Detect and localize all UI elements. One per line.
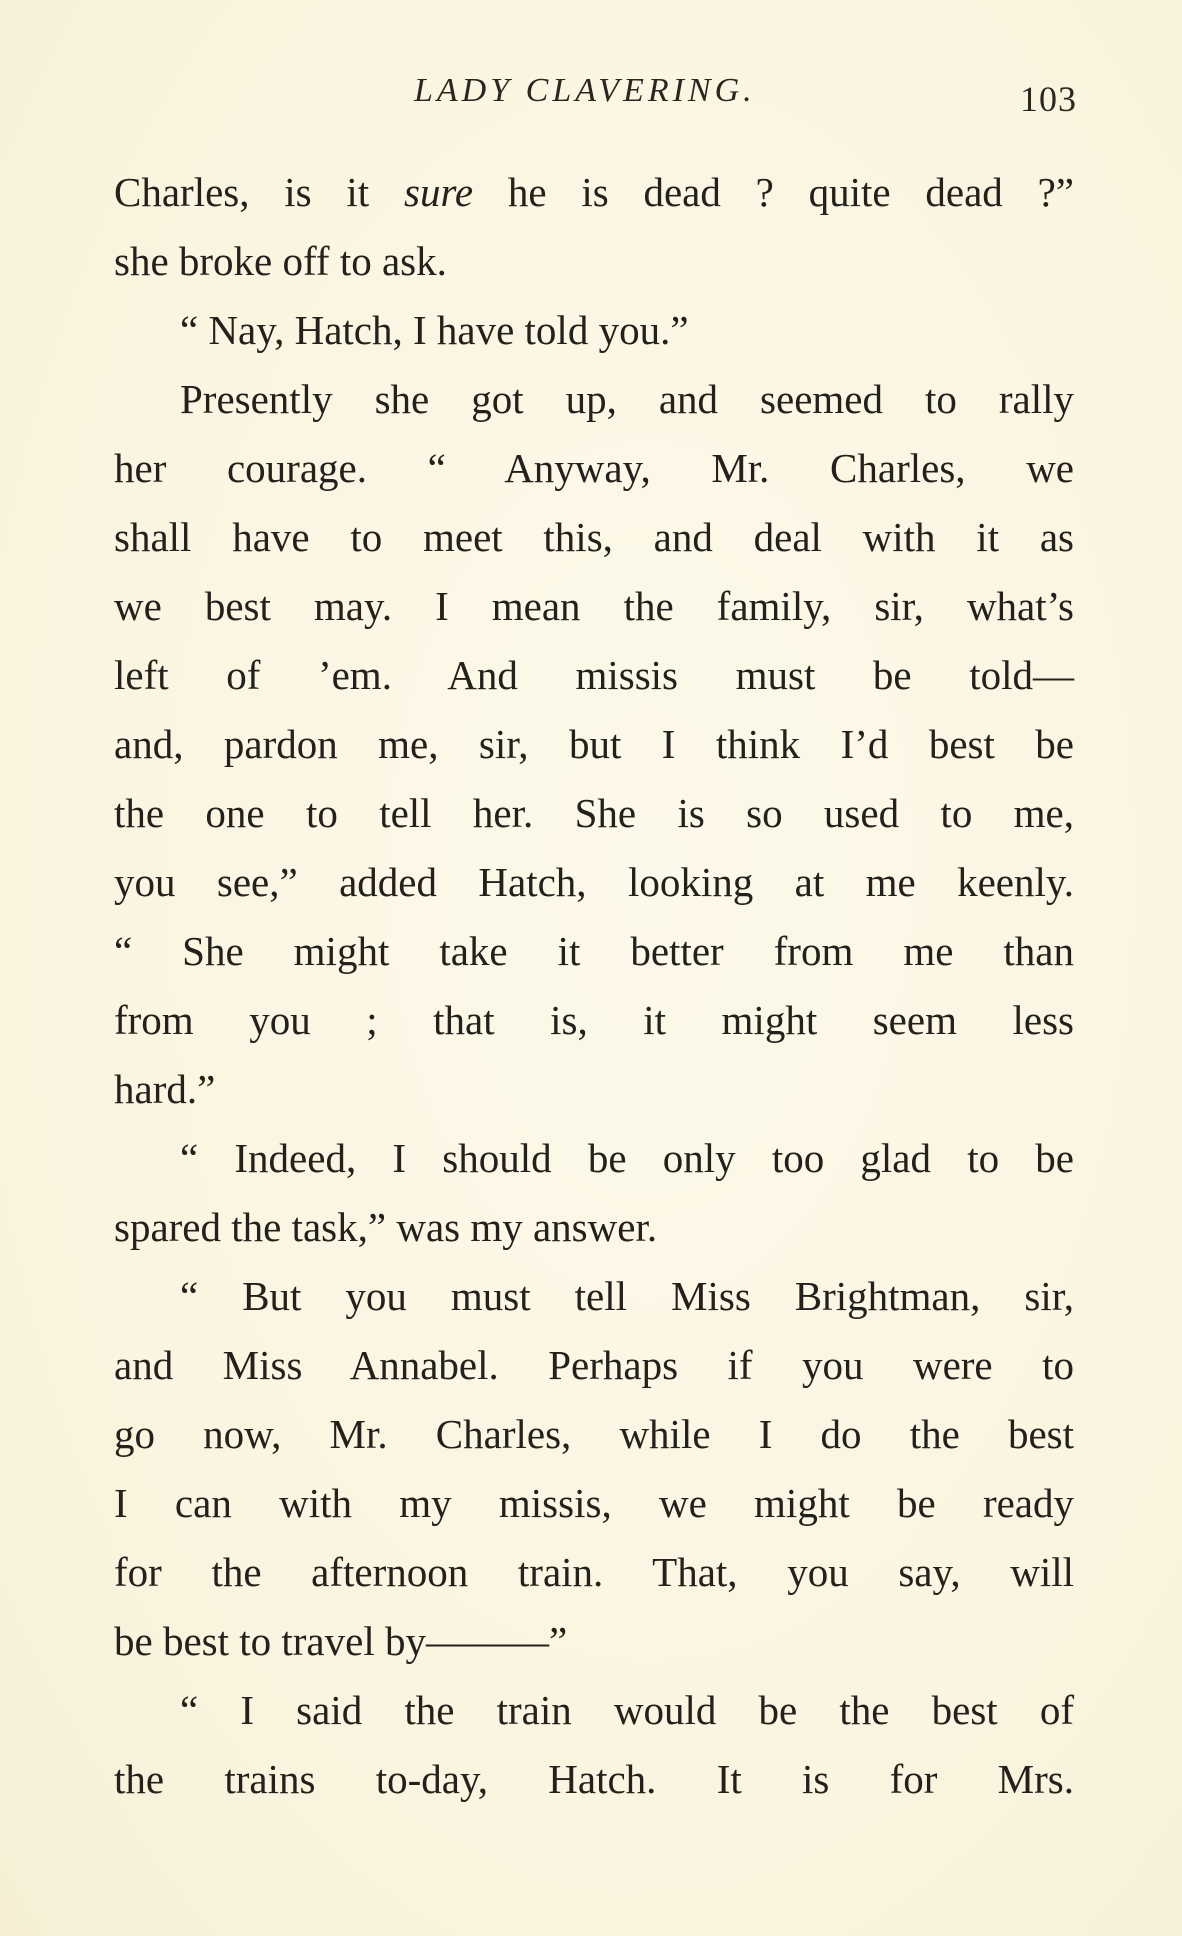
- running-head: [0, 72, 1182, 122]
- text-line: I can with my missis, we might be ready: [114, 1480, 1074, 1526]
- running-title: LADY CLAVERING.: [414, 72, 756, 109]
- body-text: [114, 158, 1074, 1814]
- text-line: “ Nay, Hatch, I have told you.”: [180, 307, 689, 353]
- text-line: go now, Mr. Charles, while I do the best: [114, 1411, 1074, 1457]
- text-line: be best to travel by———”: [114, 1618, 568, 1664]
- text-line: and, pardon me, sir, but I think I’d best be: [114, 721, 1074, 767]
- text-line: “ Indeed, I should be only too glad to be: [180, 1135, 1074, 1181]
- page-number: 103: [1020, 79, 1077, 119]
- text-segment: he is dead ? quite dead ?”: [473, 169, 1074, 215]
- text-line: [114, 158, 1074, 227]
- text-line: “ I said the train would be the best of: [180, 1687, 1074, 1733]
- text-line: spared the task,” was my answer.: [114, 1204, 658, 1250]
- text-line: the one to tell her. She is so used to me,: [114, 790, 1074, 836]
- text-line: Presently she got up, and seemed to rally: [180, 376, 1074, 422]
- text-line: you see,” added Hatch, looking at me keenly.: [114, 859, 1074, 905]
- text-line: shall have to meet this, and deal with it as: [114, 514, 1074, 560]
- text-segment: Charles, is it: [114, 169, 404, 215]
- text-line: “ She might take it better from me than: [114, 928, 1074, 974]
- text-line: left of ’em. And missis must be told—: [114, 652, 1074, 698]
- text-line: her courage. “ Anyway, Mr. Charles, we: [114, 445, 1074, 491]
- text-line: hard.”: [114, 1066, 216, 1112]
- italic-text: sure: [403, 169, 474, 215]
- text-line: and Miss Annabel. Perhaps if you were to: [114, 1342, 1074, 1388]
- text-line: for the afternoon train. That, you say, will: [114, 1549, 1074, 1595]
- text-line: we best may. I mean the family, sir, what’s: [114, 583, 1074, 629]
- text-line: “ But you must tell Miss Brightman, sir,: [180, 1273, 1074, 1319]
- text-line: from you ; that is, it might seem less: [114, 997, 1074, 1043]
- text-line: she broke off to ask.: [114, 238, 447, 284]
- text-line: the trains to-day, Hatch. It is for Mrs.: [114, 1756, 1074, 1802]
